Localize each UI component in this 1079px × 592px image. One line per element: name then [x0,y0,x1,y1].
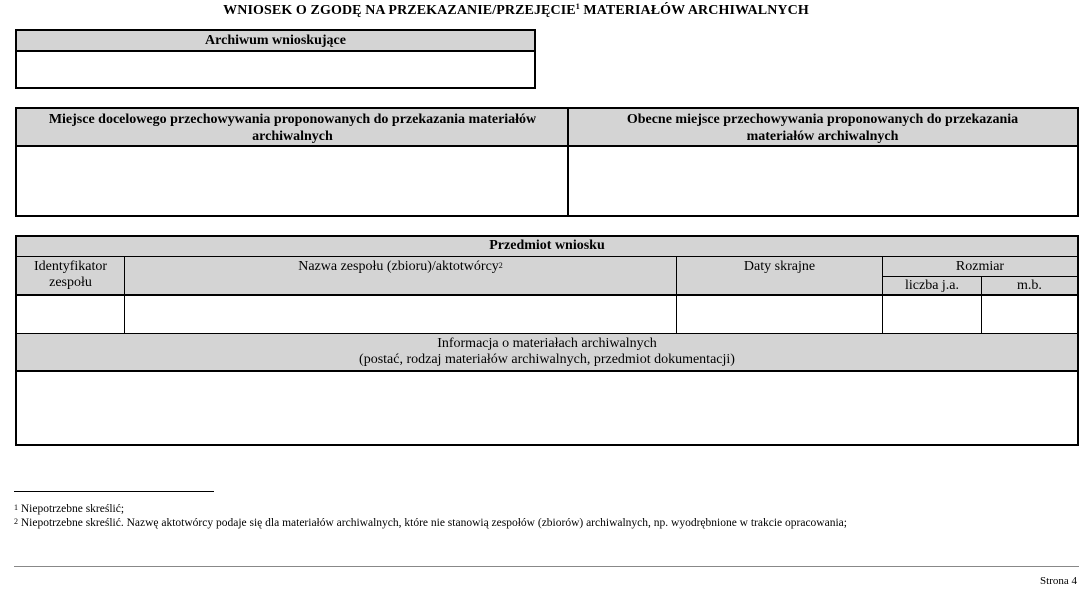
id-field[interactable] [17,296,124,333]
column-header-mb: m.b. [1017,278,1042,293]
storage-places-table [15,107,1079,217]
requesting-archive-header: Archiwum wnioskujące [17,31,534,52]
request-subject-table [15,235,1079,446]
current-place-field[interactable] [569,147,1077,215]
column-header-dates: Daty skrajne [743,259,816,274]
dates-field[interactable] [677,296,882,333]
title-footnote-mark: 1 [575,2,580,11]
name-field[interactable] [125,296,676,333]
info-header-line2: (postać, rodzaj materiałów archiwalnych, przedmiot dokumentacji) [359,352,735,367]
requesting-archive-box [15,29,536,89]
current-place-header: Obecne miejsce przechowywania proponowanych do przekazania materiałów archiwalnych [568,109,1077,147]
column-header-id: Identyfikator zespołu [33,259,108,290]
footnote-2: $^2$ Niepotrzebne skreślić. Nazwę aktotwórcy podaje się dla materiałów archiwalnych, które nie stanowią zespołów (zbiorów) archiwalnych, np. wyodrębnione w trakcie opracowania; [14,517,847,529]
footnote-separator [14,491,214,492]
request-subject-header: Przedmiot wniosku [17,237,1077,257]
units-field[interactable] [883,296,981,333]
page-number: Strona 4 [1040,575,1077,587]
target-place-header: Miejsce docelowego przechowywania proponowanych do przekazania materiałów archiwalnych [17,109,568,147]
page-footer-line [14,566,1079,567]
requesting-archive-field[interactable] [17,52,534,87]
document-title: WNIOSEK O ZGODĘ NA PRZEKAZANIE/PRZEJĘCIE$^1$ MATERIAŁÓW ARCHIWALNYCH [223,2,809,18]
target-place-field[interactable] [17,147,567,215]
info-header [17,334,1077,370]
footnote-1: $^1$ Niepotrzebne skreślić; [14,503,125,515]
column-header-name: Nazwa zespołu (zbioru)/aktotwórcy$^2$ [298,259,503,274]
column-header-size: Rozmiar [955,259,1005,274]
info-header-line1: Informacja o materiałach archiwalnych [437,336,657,351]
mb-field[interactable] [982,296,1077,333]
info-field[interactable] [17,372,1077,444]
size-subheader-line [882,276,1077,277]
column-header-units: liczba j.a. [904,278,960,293]
name-footnote-mark: 2 [498,261,503,270]
